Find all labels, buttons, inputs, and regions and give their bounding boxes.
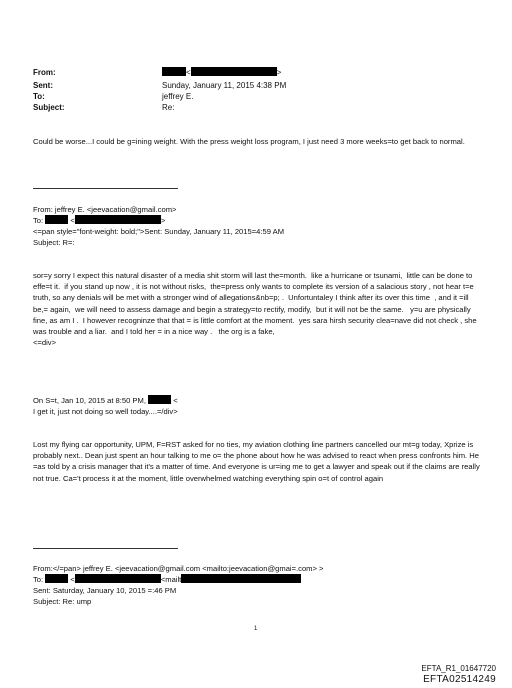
- to-label: To:: [33, 92, 45, 101]
- from-label: From:: [33, 68, 56, 77]
- quote1-subject: Subject: R=:: [33, 238, 75, 247]
- quote2-on-suffix: <: [173, 396, 178, 405]
- quote3-subject: Subject: Re: ump: [33, 597, 92, 606]
- reply-body: Could be worse...I could be g=ining weight. With the press weight loss program, I just need 3 more weeks=to get back to normal.: [33, 137, 465, 146]
- subject-label: Subject:: [33, 103, 65, 112]
- quote2-on-line: [33, 395, 178, 406]
- quote3-to-label: To:: [33, 575, 44, 584]
- redaction-bar: [148, 395, 171, 404]
- from-close-bracket: >: [276, 68, 282, 77]
- doc-ref-2: EFTA02514249: [423, 674, 496, 685]
- quote3-to-mailto: <mailt: [160, 575, 182, 584]
- subject-value: Re:: [162, 103, 175, 112]
- sent-value: Sunday, January 11, 2015 4:38 PM: [162, 81, 287, 90]
- page-number: 1: [254, 626, 258, 632]
- quote3-from: From:</=pan> jeffrey E. <jeevacation@gmail.com <mailto:jeevacation@gmai=.com> >: [33, 564, 324, 573]
- quote1-from: From: jeffrey E. <jeevacation@gmail.com>: [33, 205, 177, 214]
- from-value: [162, 67, 281, 78]
- quote1-to-open: <: [70, 216, 75, 225]
- quote1-body: sor=y sorry I expect this natural disaster of a media shit storm will last the=month. like a hurricane or tsunami, little can be done to effe=t it. if you stand up now , it is not without risks, the=press only wants to complete its version of a salacious story , not hear t=e truth, so any denials will be met with a stronger wind of allegations&nb=p; . Unfortuntaley I think after its over this time , and it =ill be,= again, we will need to assess damage and begin a strategy=to rectify, modify, but it will not be the same. y=u are physically fine, as am I . I however recogninze that that = is little comfort at the moment. yes sara hirsh security clea=nave did not check , she was trouble and a liar. and I told her = in a nice way . the org is a fake, <=div>: [33, 271, 477, 348]
- quote1-to-close: >: [160, 216, 166, 225]
- divider-line: [33, 548, 178, 549]
- doc-ref-1: EFTA_R1_01647720: [421, 664, 496, 673]
- quote3-sent: Sent: Saturday, January 10, 2015 =:46 PM: [33, 586, 177, 595]
- quote1-to-label: To:: [33, 216, 44, 225]
- quote2-body: Lost my flying car opportunity, UPM, F=RST asked for no ties, my aviation clothing line partners cancelled our mt=g today, Xprize is probably next.. Dean just spent an hour talking to me o= the phone about how he was advised to react when press confronts him. He =as told by a crisis manager that it's a matter of time. And everyone is ur=ing me to get a lawyer and speak out if the claims are really not true. Ca='t process it at the moment, little overwhelmed watching everything spin o=t of control again: [33, 440, 482, 483]
- quote3-to-open: <: [70, 575, 75, 584]
- redaction-bar: [45, 215, 68, 224]
- redaction-bar: [162, 67, 186, 76]
- quote1-sent: <=pan style="font-weight: bold;">Sent: Sunday, January 11, 2015=4:59 AM: [33, 227, 285, 236]
- redaction-bar: [45, 574, 68, 583]
- redaction-bar: [181, 574, 301, 583]
- redaction-bar: [191, 67, 277, 76]
- divider-line: [33, 188, 178, 189]
- redaction-bar: [75, 215, 161, 224]
- quote1-to: [33, 215, 165, 226]
- redaction-bar: [75, 574, 161, 583]
- to-value: jeffrey E.: [162, 92, 194, 101]
- sent-label: Sent:: [33, 81, 53, 90]
- quote2-on-prefix: On S=t, Jan 10, 2015 at 8:50 PM,: [33, 396, 146, 405]
- quote2-get-it: I get it, just not doing so well today....=/div>: [33, 407, 178, 416]
- from-open-bracket: <: [186, 68, 191, 77]
- quote3-to: [33, 574, 301, 585]
